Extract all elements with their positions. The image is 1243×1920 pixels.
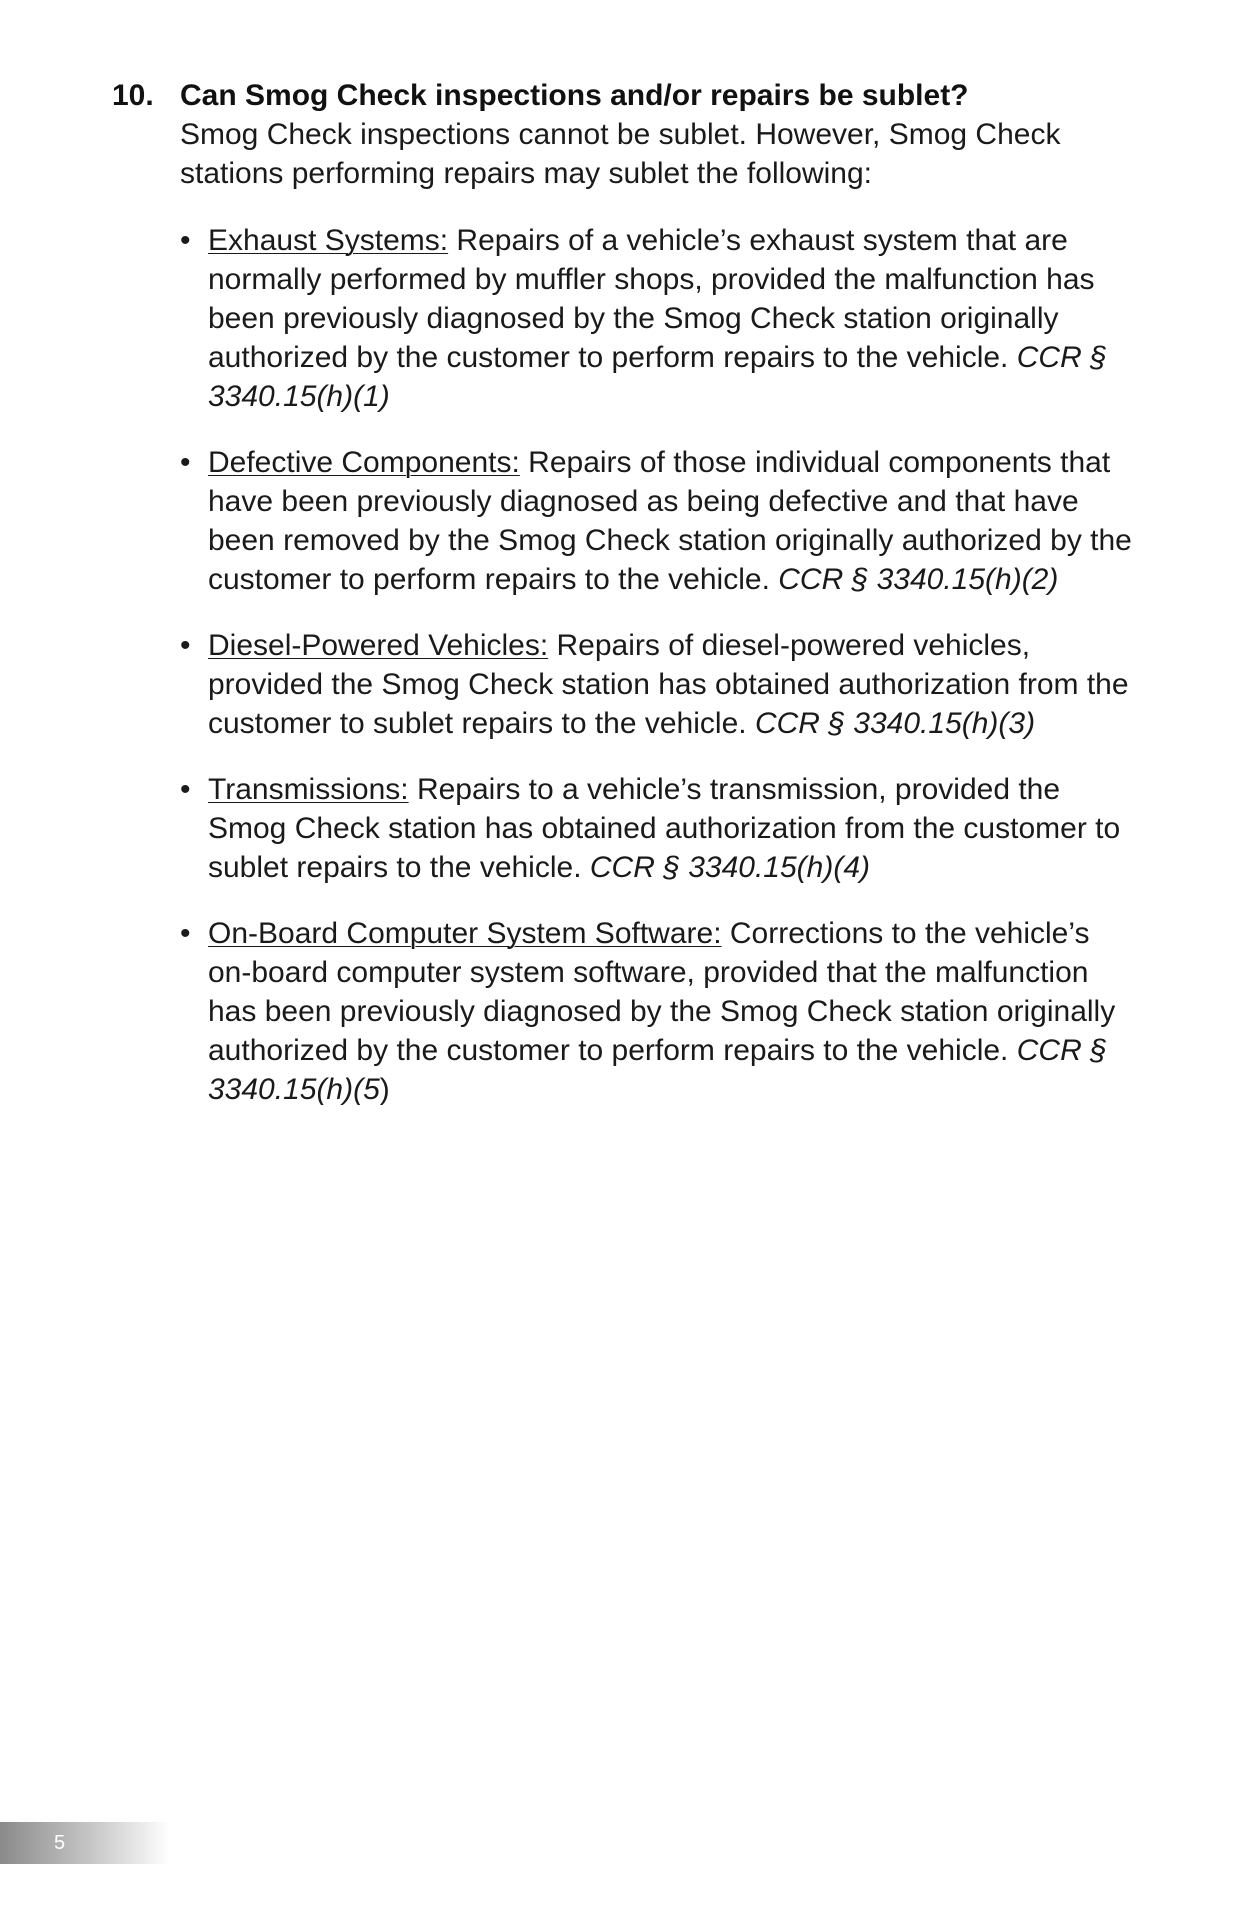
list-item-text: Corrections to the vehicle’s on-board computer system software, provided that the malfunction has been previously diagnosed by the Smog Check station originally authorized by the customer to perform repairs to the vehicle. <box>208 917 1116 1067</box>
sublet-list <box>180 221 1140 1109</box>
bullet-icon: • <box>180 224 191 257</box>
faq-question-10 <box>112 76 1132 1136</box>
page-footer-bar <box>0 1822 170 1864</box>
list-item-term: Defective Components: <box>208 446 520 479</box>
list-item-citation: CCR § 3340.15(h)(3) <box>754 707 1036 740</box>
list-item-text: Repairs of diesel-powered vehicles, provided the Smog Check station has obtained authorization from the customer to sublet repairs to the vehicle. <box>208 629 1129 740</box>
list-item-on-board-computer-software <box>180 914 1140 1109</box>
list-item-term: Exhaust Systems: <box>208 224 449 257</box>
list-item-text: Repairs of a vehicle’s exhaust system that are normally performed by muffler shops, provided the malfunction has been previously diagnosed by the Smog Check station originally authorized by the customer to perform repairs to the vehicle. <box>208 224 1095 374</box>
question-heading <box>112 76 1132 115</box>
list-item-citation-tail: ) <box>379 1073 390 1106</box>
page-number: 5 <box>54 1832 66 1854</box>
list-item-term: Transmissions: <box>208 773 409 806</box>
question-title: Can Smog Check inspections and/or repairs be sublet? <box>180 79 969 112</box>
list-item-text: Repairs to a vehicle’s transmission, provided the Smog Check station has obtained authorization from the customer to sublet repairs to the vehicle. <box>208 773 1121 884</box>
list-item-citation: CCR § 3340.15(h)(4) <box>589 851 870 884</box>
list-item-exhaust-systems <box>180 221 1140 416</box>
list-item-citation: CCR § 3340.15(h)(1) <box>208 341 1107 413</box>
question-intro: Smog Check inspections cannot be sublet. However, Smog Check stations performing repairs may sublet the following: <box>180 118 1061 190</box>
bullet-icon: • <box>180 446 191 479</box>
list-item-transmissions <box>180 770 1140 887</box>
bullet-icon: • <box>180 773 191 806</box>
list-item-term: Diesel-Powered Vehicles: <box>208 629 549 662</box>
list-item-defective-components <box>180 443 1140 599</box>
bullet-icon: • <box>180 917 191 950</box>
question-number: 10. <box>112 79 154 112</box>
list-item-citation: CCR § 3340.15(h)(5 <box>208 1034 1107 1106</box>
list-item-diesel-powered-vehicles <box>180 626 1140 743</box>
bullet-icon: • <box>180 629 191 662</box>
list-item-term: On-Board Computer System Software: <box>208 917 722 950</box>
list-item-text: Repairs of those individual components that have been previously diagnosed as being defective and that have been removed by the Smog Check station originally authorized by the customer to perform repairs to the vehicle. <box>208 446 1132 596</box>
list-item-citation: CCR § 3340.15(h)(2) <box>778 563 1059 596</box>
